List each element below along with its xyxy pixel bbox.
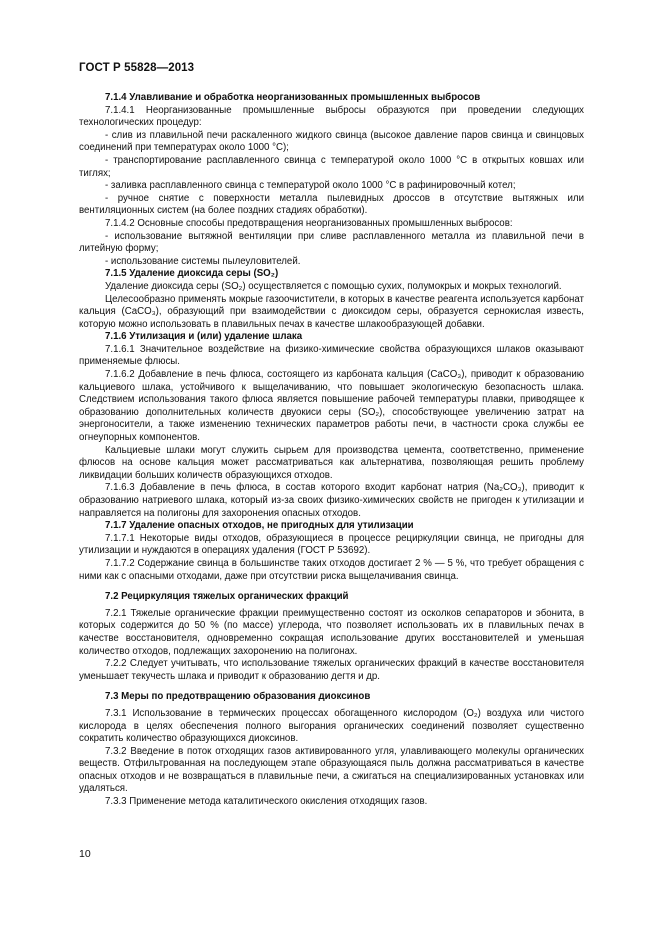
body-paragraph: 7.1.6.1 Значительное воздействие на физико-химические свойства образующихся шлаков оказывают применяемые флюсы. (79, 343, 584, 368)
body-paragraph: 7.1.6.2 Добавление в печь флюса, состоящего из карбоната кальция (CaCO₃), приводит к образованию кальциевого шлака, устойчивого к выщелачиванию, что повышает экологическую безопасность шлака. Следствием использования такого флюса является повышение рабочей температуры плавки, приводящее к образованию дополнительных количеств двуокиси серы (SO₂), способствующее увеличению затрат на энергоносители, а также изменению технических параметров работы печи, в частности срока службы ее огнеупорных компонентов. (79, 369, 584, 444)
body-paragraph: 7.3.2 Введение в поток отходящих газов активированного угля, улавливающего молекулы органических веществ. Отфильтрованная на последующем этапе образующаяся пыль должна рассматриваться в качестве опасных отходов и не возвращаться в плавильные печи, а сжигаться на специализированных установках или удаляться. (79, 745, 584, 795)
body-paragraph: Целесообразно применять мокрые газоочистители, в которых в качестве реагента используется карбонат кальция (CaCO₃), образующий при взаимодействии с диоксидом серы, образуется сернокислая известь, которую можно использовать в плавильных печах в качестве шлакообразующей добавки. (79, 293, 584, 330)
body-paragraph: 7.3.1 Использование в термических процессах обогащенного кислородом (O₂) воздуха или чистого кислорода в целях обеспечения полного выгорания органических соединений позволяет существенно сократить количество образующихся диоксинов. (79, 707, 584, 745)
section-heading: 7.1.5 Удаление диоксида серы (SO₂) (105, 268, 279, 280)
document-body (79, 92, 584, 809)
body-paragraph: - ручное снятие с поверхности металла пылевидных дроссов в отсутствие вытяжных или вентиляционных систем (на более поздних стадиях обработки). (79, 192, 584, 217)
section-heading: 7.1.4 Улавливание и обработка неорганизованных промышленных выбросов (105, 92, 481, 103)
body-paragraph: 7.1.4.2 Основные способы предотвращения неорганизованных промышленных выбросов: (105, 217, 513, 229)
body-paragraph: - заливка расплавленного свинца с температурой около 1000 °С в рафинировочный котел; (105, 180, 516, 192)
body-paragraph: 7.1.7.1 Некоторые виды отходов, образующиеся в процессе рециркуляции свинца, не пригодны для утилизации и нуждаются в операциях удаления (ГОСТ Р 53692). (79, 532, 584, 557)
body-paragraph: 7.1.7.2 Содержание свинца в большинстве таких отходов достигает 2 % — 5 %, что требует обращения с ними как с опасными отходами, даже при отсутствии риска выщелачивания свинца. (79, 557, 584, 582)
body-paragraph: 7.2.1 Тяжелые органические фракции преимущественно состоят из осколков сепараторов и эбонита, в которых содержится до 50 % (по массе) углерода, что позволяет использовать их в плавильных печах в качестве восстановителя, одновременно сокращая использование других восстановителей и уменьшая количество отходов, подлежащих захоронению на полигонах. (79, 607, 584, 657)
section-heading: 7.1.6 Утилизация и (или) удаление шлака (105, 331, 303, 343)
body-paragraph: Удаление диоксида серы (SO₂) осуществляется с помощью сухих, полумокрых и мокрых технологий. (105, 280, 562, 292)
page-number: 10 (79, 848, 91, 860)
body-paragraph: - использование вытяжной вентиляции при сливе расплавленного металла из плавильной печи в литейную форму; (79, 230, 584, 255)
section-heading-major: 7.3 Меры по предотвращению образования диоксинов (105, 691, 371, 703)
body-paragraph: 7.3.3 Применение метода каталитического окисления отходящих газов. (105, 796, 428, 808)
section-heading-major: 7.2 Рециркуляция тяжелых органических фракций (105, 591, 349, 603)
document-code-header: ГОСТ Р 55828—2013 (79, 62, 195, 74)
body-paragraph: 7.1.6.3 Добавление в печь флюса, в состав которого входит карбонат натрия (Na₂CO₃), приводит к образованию натриевого шлака, который из-за своих физико-химических свойств не пригоден к утилизации и направляется на полигоны для захоронения опасных отходов. (79, 482, 584, 519)
body-paragraph: - использование системы пылеуловителей. (105, 255, 301, 267)
body-paragraph: - слив из плавильной печи раскаленного жидкого свинца (высокое давление паров свинца и свинцовых соединений при температурах около 1000 °С); (79, 129, 584, 154)
body-paragraph: 7.1.4.1 Неорганизованные промышленные выбросы образуются при проведении следующих технологических процедур: (79, 104, 584, 129)
section-heading: 7.1.7 Удаление опасных отходов, не пригодных для утилизации (105, 520, 414, 532)
body-paragraph: - транспортирование расплавленного свинца с температурой около 1000 °С в открытых ковшах или тиглях; (79, 154, 584, 179)
body-paragraph: Кальциевые шлаки могут служить сырьем для производства цемента, соответственно, применение флюсов на основе кальция может рассматриваться как альтернатива, позволяющая решить проблему ликвидации больших количеств образующихся отходов. (79, 444, 584, 481)
body-paragraph: 7.2.2 Следует учитывать, что использование тяжелых органических фракций в качестве восстановителя уменьшает текучесть шлака и приводит к образованию дегтя и др. (79, 658, 584, 682)
